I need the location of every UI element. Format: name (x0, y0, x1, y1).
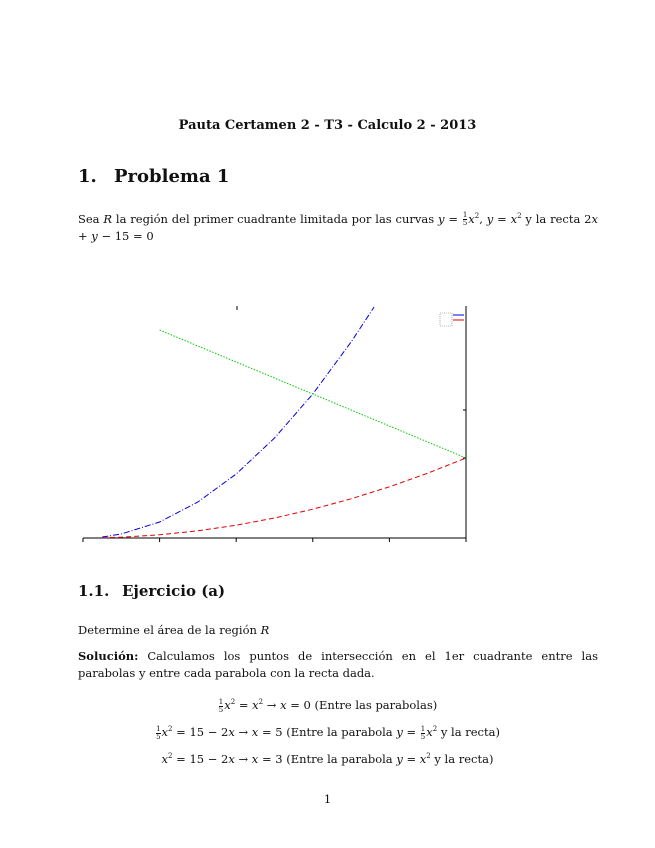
plot-axes (83, 306, 466, 542)
subsection-title: Ejercicio (a) (122, 582, 226, 600)
solution-text: Calculamos los puntos de intersección en el 1er cuadrante entre las parabolas y entre cada parabola con la recta dada. (78, 649, 598, 680)
section-title: Problema 1 (114, 166, 230, 187)
equation-3: $x^2 = 15 - 2x \to x = 3$ (Entre la parabola $y = x^2$ y la recta) (161, 752, 494, 766)
subsection-number: 1.1. (78, 582, 110, 600)
series-line-2 (102, 307, 374, 537)
section-number: 1. (78, 166, 97, 187)
plot-legend (440, 313, 464, 326)
legend-key-box (440, 313, 452, 326)
solution-label: Solución: (78, 649, 139, 663)
plot-series (102, 307, 466, 538)
solution-paragraph (78, 648, 598, 682)
page-number: 1 (323, 792, 332, 806)
question-text: Determine el área de la región R (78, 623, 270, 637)
intro-paragraph: Sea R la región del primer cuadrante limitada por las curvas y = $\frac{1}{5}$ $x^2$, $y = x^2$ y la recta 2x + y − 15 = 0 (78, 211, 599, 243)
equation-2: $\frac{1}{5}$ $x^2 = 15 - 2x \to x = 5$ (Entre la parabola y = $\frac{1}{5}$ $x^2$ y la recta) (156, 724, 500, 741)
document-title: Pauta Certamen 2 - T3 - Calculo 2 - 2013 (178, 118, 477, 133)
series-line-1 (102, 458, 466, 538)
subsection-heading (78, 582, 225, 600)
series-line-3 (160, 330, 466, 458)
section-heading (78, 166, 229, 187)
equation-1: $\frac{1}{5}$ $x^2 = x^2 \to x = 0$ (Entre las parabolas) (218, 697, 438, 714)
